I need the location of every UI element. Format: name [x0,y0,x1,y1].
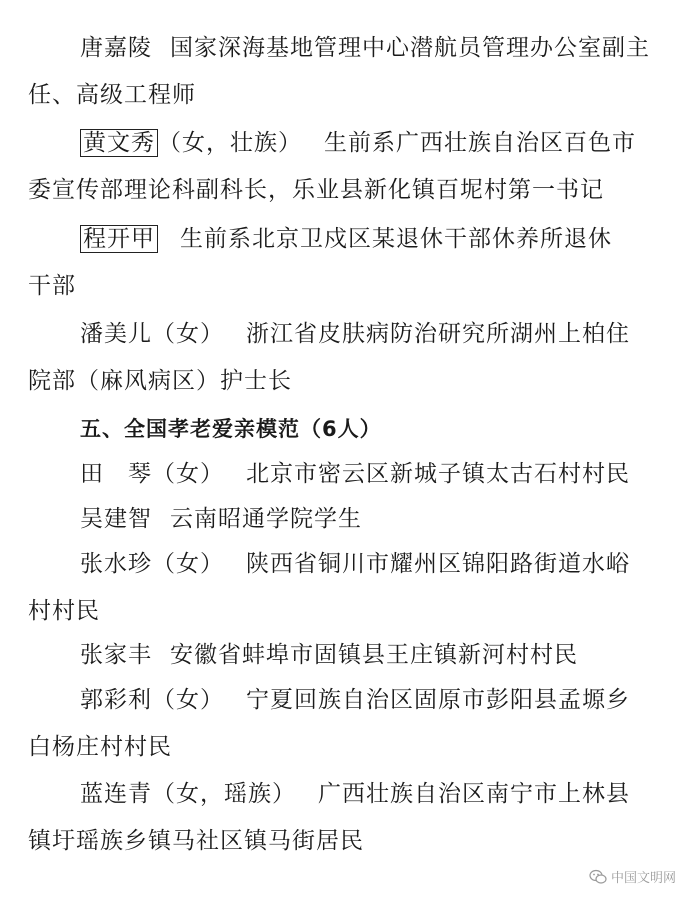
text-segment: 委宣传部理论科副科长，乐业县新化镇百坭村第一书记 [28,177,604,203]
text-segment: 安徽省蚌埠市固镇县王庄镇新河村村民 [170,642,578,668]
text-line [28,826,678,856]
text-segment: 五、全国孝老爱亲模范（6人） [80,417,382,441]
text-segment: 田 琴（女） [80,461,224,487]
text-line [28,80,678,110]
text-segment: 郭彩利（女） [80,687,224,713]
text-segment: 云南昭通学院学生 [170,506,362,532]
text-segment: 广西壮族自治区南宁市上林县 [318,781,630,807]
text-segment: 干部 [28,273,76,299]
text-line [28,175,678,205]
text-line [28,732,678,762]
watermark [589,867,676,886]
text-line [80,685,678,715]
text-segment: 任、高级工程师 [28,82,196,108]
text-line [80,128,678,158]
text-segment: 陕西省铜川市耀州区锦阳路街道水峪 [246,551,630,577]
text-segment: 张水珍（女） [80,551,224,577]
text-segment: 张家丰 [80,642,152,668]
text-line [80,33,678,63]
text-segment: 宁夏回族自治区固原市彭阳县孟塬乡 [246,687,630,713]
text-line [80,224,678,254]
text-segment: 浙江省皮肤病防治研究所湖州上柏住 [246,321,630,347]
text-line [80,459,678,489]
text-segment: 院部（麻风病区）护士长 [28,368,292,394]
text-line [28,366,678,396]
text-line [80,319,678,349]
text-segment: 白杨庄村村民 [28,734,172,760]
text-segment: 北京市密云区新城子镇太古石村村民 [246,461,630,487]
text-segment: 生前系广西壮族自治区百色市 [324,130,636,156]
wechat-icon [589,869,607,885]
text-segment: 唐嘉陵 [80,35,152,61]
text-segment: （女，壮族） [158,130,302,156]
text-segment: 潘美儿（女） [80,321,224,347]
text-segment: 生前系北京卫戍区某退休干部休养所退休 [180,226,612,252]
section-heading [80,414,678,444]
text-segment: 镇圩瑶族乡镇马社区镇马街居民 [28,828,364,854]
boxed-name: 程开甲 [80,225,158,253]
watermark-text: 中国文明网 [610,871,676,886]
text-line [80,779,678,809]
text-segment: 吴建智 [80,506,152,532]
text-line [28,271,678,301]
text-line [80,640,678,670]
text-line [80,504,678,534]
text-segment: 村村民 [28,598,100,624]
text-segment: 国家深海基地管理中心潜航员管理办公室副主 [170,35,650,61]
text-line [80,549,678,579]
text-line [28,596,678,626]
boxed-name: 黄文秀 [80,129,158,157]
text-segment: 蓝连青（女，瑶族） [80,781,296,807]
